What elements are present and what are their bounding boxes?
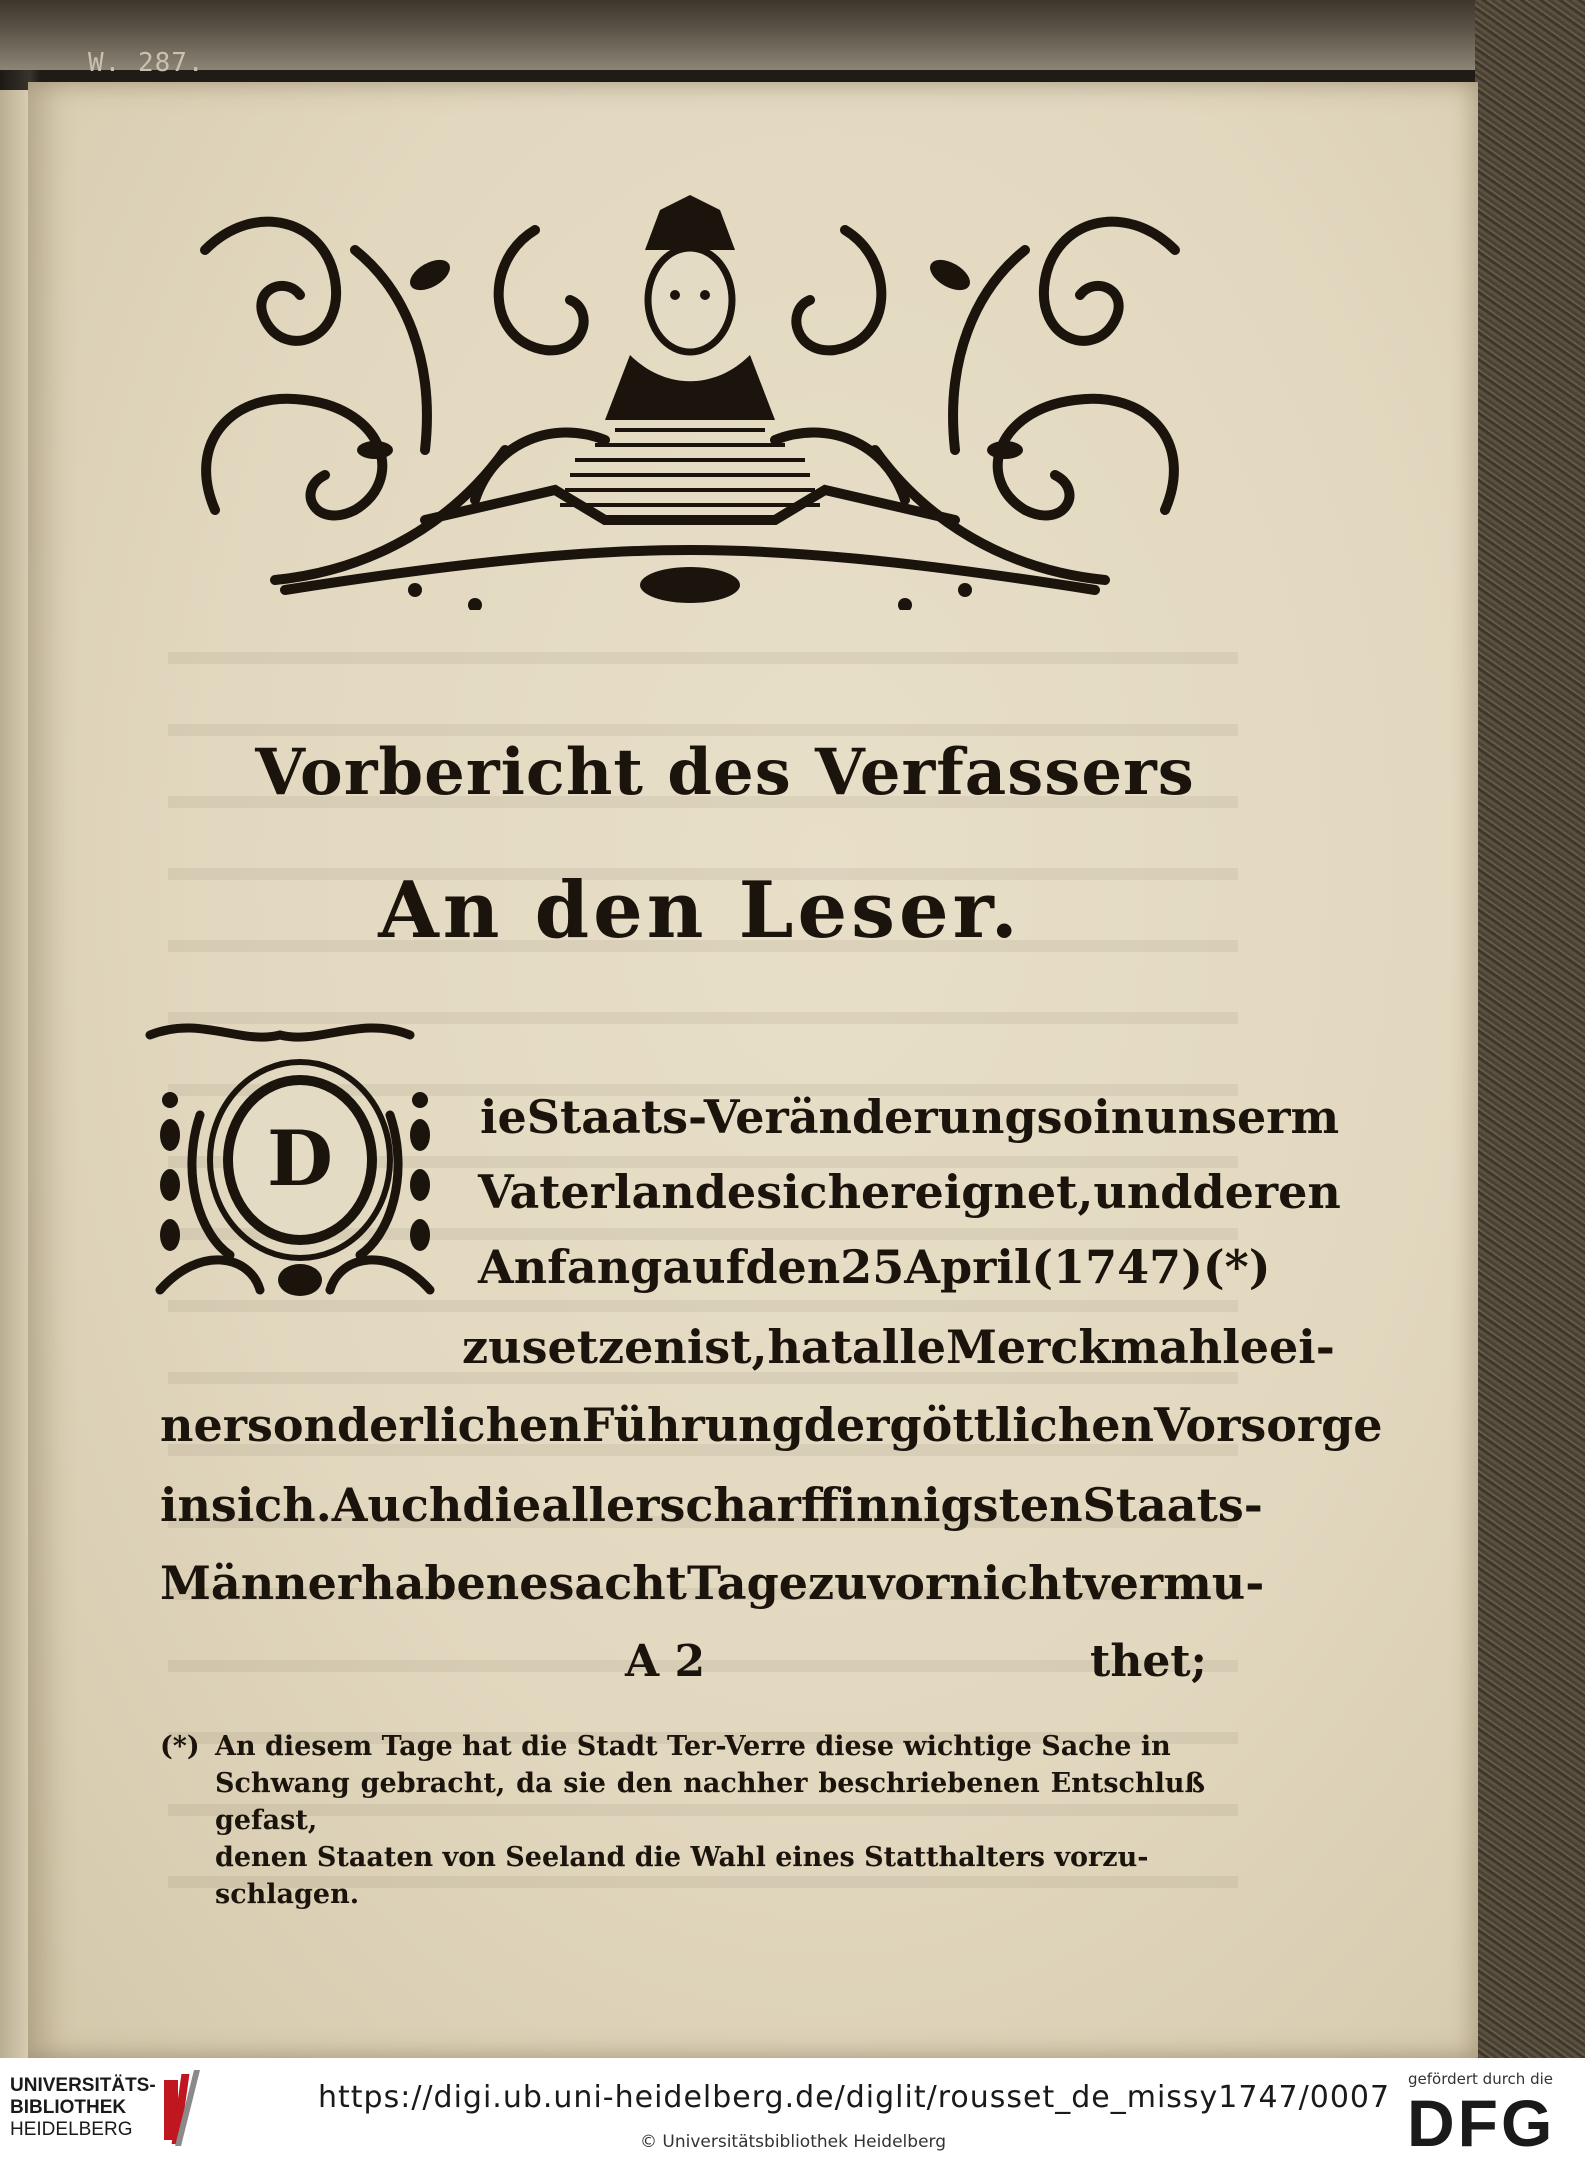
library-logo-icon [160, 2070, 216, 2150]
library-logo-text[interactable] [10, 2075, 156, 2141]
library-name-line2: BIBLIOTHEK [10, 2097, 127, 2118]
dfg-logo[interactable]: DFG [1407, 2086, 1556, 2160]
text-line-2: Vaterlande sich ereignet, und deren [478, 1165, 1341, 1219]
text-line-1: ie Staats-Veränderung so in unserm [480, 1090, 1340, 1144]
page-subheading: An den Leser. [378, 865, 1022, 956]
footnote-line: schlagen. [215, 1879, 360, 1910]
text-line-4: zu setzen ist, hat alle Merckmahle ei- [462, 1320, 1335, 1374]
headpiece-ornament [175, 190, 1205, 610]
permalink-url[interactable]: https://digi.ub.uni-heidelberg.de/diglit/rousset_de_missy1747/0007 [318, 2080, 1391, 2115]
text-line-7: Männer haben es acht Tage zuvor nicht vermu- [160, 1556, 1265, 1610]
spine-label: W. 287. [88, 48, 205, 78]
text-line-3: Anfang auf den 25 April (1747) (*) [478, 1240, 1271, 1294]
initial-letter: D [267, 1114, 333, 1203]
copyright-notice: © Universitätsbibliothek Heidelberg [640, 2132, 947, 2152]
footnote [160, 1728, 1205, 1913]
page-heading: Vorbericht des Verfassers [255, 735, 1195, 810]
footnote-line: denen Staaten von Seeland die Wahl eines Statthalters vorzu- [215, 1842, 1149, 1873]
footnote-line: Schwang gebracht, da sie den nachher beschriebenen Entschluß gefast, [215, 1768, 1205, 1836]
footnote-mark: (*) [160, 1731, 200, 1762]
book-top-edge [0, 0, 1500, 70]
text-line-5: ner sonderlichen Führung der göttlichen Vorsorge [160, 1398, 1383, 1452]
book-cover-edge [1475, 0, 1585, 2058]
library-name-line1: UNIVERSITÄTS- [10, 2075, 156, 2096]
decorated-initial [140, 1005, 450, 1300]
signature-mark: A 2 [625, 1636, 706, 1687]
footnote-line: An diesem Tage hat die Stadt Ter-Verre diese wichtige Sache in [215, 1731, 1171, 1762]
left-page-edge [0, 90, 28, 2058]
library-name-line3: HEIDELBERG [10, 2119, 133, 2140]
catchword: thet; [1090, 1636, 1207, 1687]
funding-label: gefördert durch die [1408, 2070, 1553, 2088]
text-line-6: in sich. Auch die allerscharffinnigsten Staats- [160, 1478, 1263, 1532]
